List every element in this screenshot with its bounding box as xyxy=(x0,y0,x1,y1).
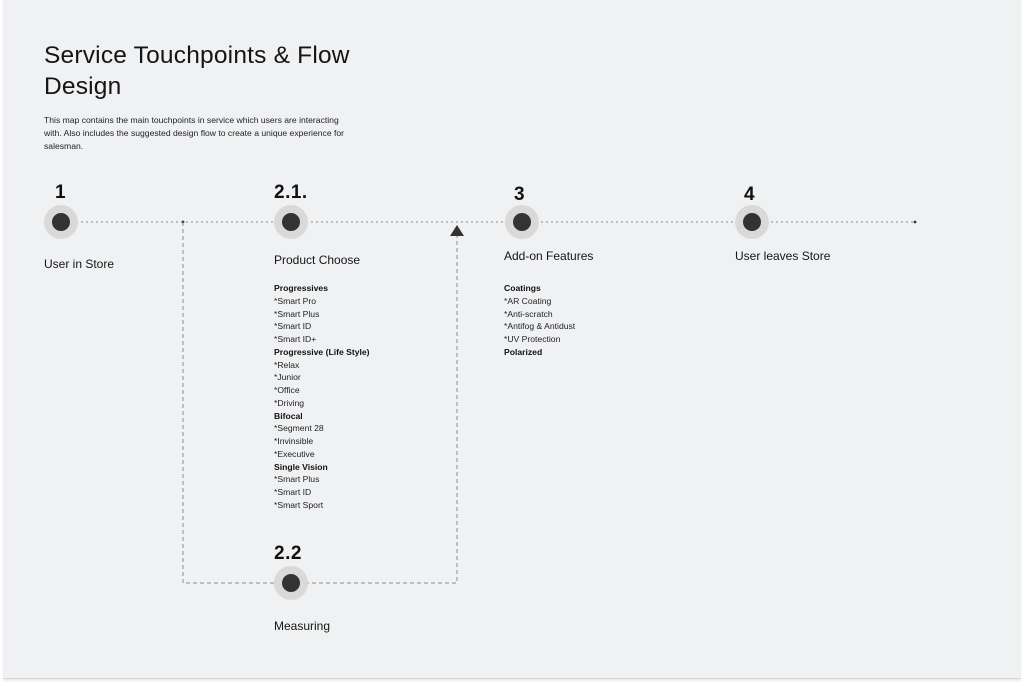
step-number-2-1: 2.1. xyxy=(274,182,308,203)
node-user-in-store xyxy=(44,205,78,239)
node-add-on-features xyxy=(505,205,539,239)
return-arrow-icon xyxy=(450,225,464,236)
step-label-add-on-features: Add-on Features xyxy=(504,249,594,263)
product-list-option: *Smart Pro xyxy=(274,295,317,306)
timeline-end-dot xyxy=(914,221,917,224)
product-list-option: *Executive xyxy=(274,448,315,459)
addon-list-category-heading: Coatings xyxy=(504,283,541,293)
flow-map-canvas xyxy=(3,0,1021,679)
page-title: Service Touchpoints & Flow Design xyxy=(44,42,350,100)
step-label-user-leaves-store: User leaves Store xyxy=(735,249,831,263)
addon-list-category-heading: Polarized xyxy=(504,346,543,357)
product-list-option: *Smart ID xyxy=(274,487,312,497)
product-list-category-heading: Single Vision xyxy=(274,461,328,472)
product-list-option: *Smart ID+ xyxy=(274,334,317,344)
product-choose-list xyxy=(274,282,370,512)
step-number-1: 1 xyxy=(55,182,67,203)
node-user-leaves-store xyxy=(735,205,769,239)
product-list-option: *Driving xyxy=(274,397,305,408)
step-number-4: 4 xyxy=(744,184,756,205)
addon-list-option: *AR Coating xyxy=(504,295,552,306)
addon-list-option: *UV Protection xyxy=(504,334,561,344)
node-measuring xyxy=(274,566,308,600)
step-number-3: 3 xyxy=(514,184,526,205)
product-list-option: *Smart ID xyxy=(274,321,312,332)
step-label-user-in-store: User in Store xyxy=(44,257,115,271)
product-list-option: *Invinsible xyxy=(274,436,314,446)
addon-list-option: *Antifog & Antidust xyxy=(504,321,576,332)
product-list-category-heading: Progressive (Life Style) xyxy=(274,346,370,357)
product-list-category-heading: Progressives xyxy=(274,283,328,293)
step-label-measuring: Measuring xyxy=(274,619,331,633)
product-list-option: *Smart Plus xyxy=(274,474,320,485)
page-description: This map contains the main touchpoints in service which users are interacting with. Also includes the suggested design flow to create a unique experience for salesman. xyxy=(44,115,345,151)
product-list-category-heading: Bifocal xyxy=(274,410,303,421)
product-list-option: *Smart Sport xyxy=(274,499,324,510)
product-list-option: *Junior xyxy=(274,372,301,383)
step-label-product-choose: Product Choose xyxy=(274,253,361,267)
product-list-option: *Relax xyxy=(274,359,300,370)
node-product-choose xyxy=(274,205,308,239)
step-number-2-2: 2.2 xyxy=(274,543,302,564)
addon-list-option: *Anti-scratch xyxy=(504,308,553,319)
product-list-option: *Office xyxy=(274,385,300,395)
add-on-features-list xyxy=(504,282,575,359)
product-list-option: *Segment 28 xyxy=(274,423,324,434)
product-list-option: *Smart Plus xyxy=(274,308,320,319)
